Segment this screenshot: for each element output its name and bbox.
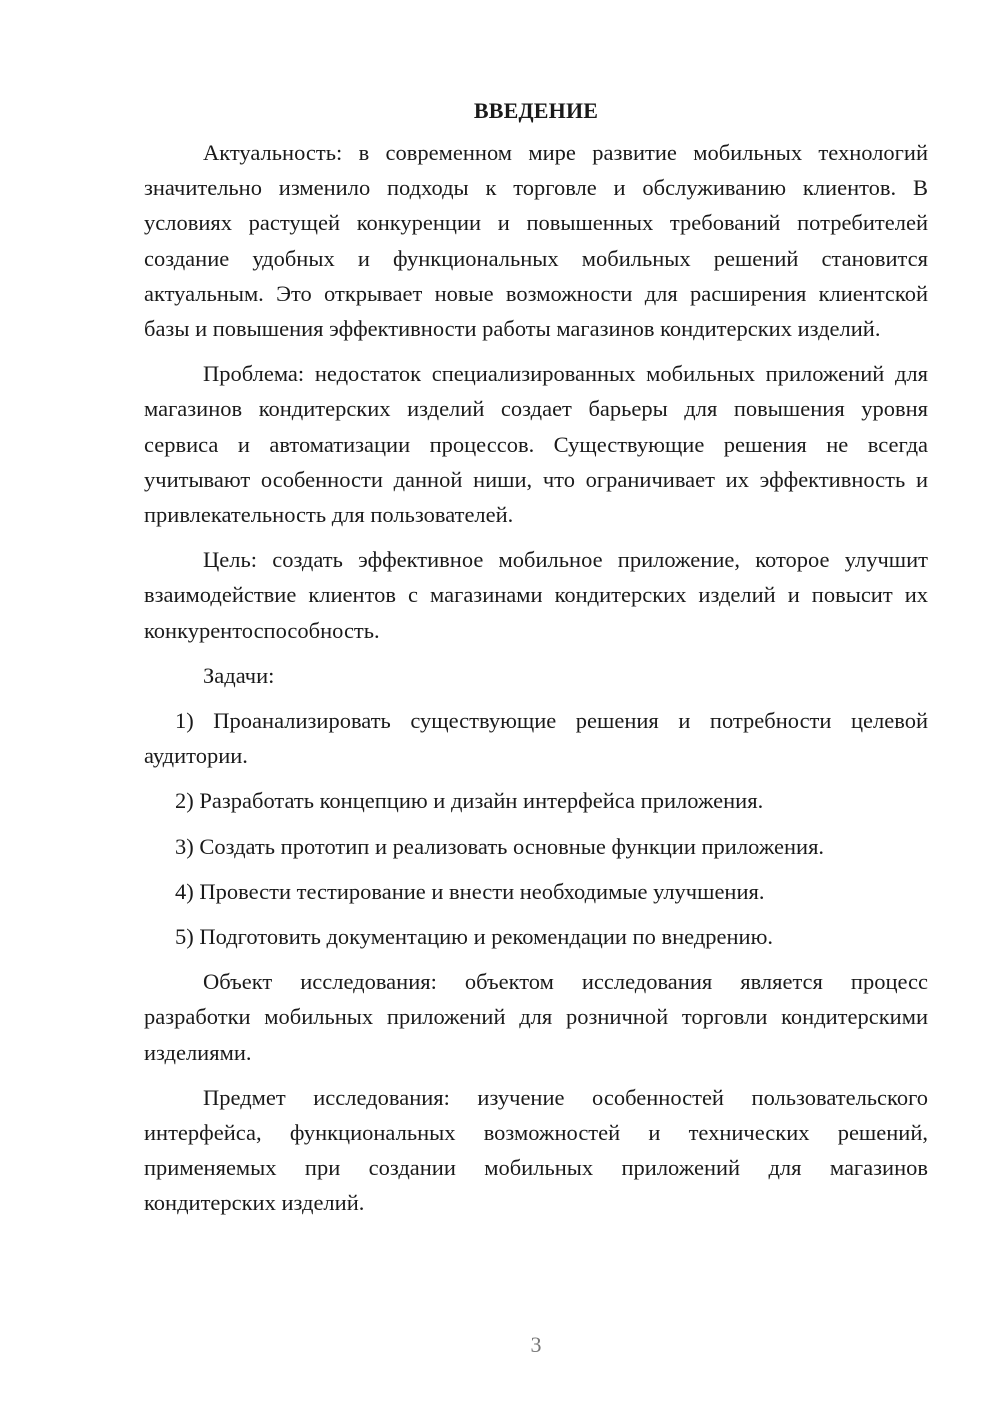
page-title: ВВЕДЕНИЕ	[473, 98, 599, 123]
object-paragraph: Объект исследования: объектом исследования является процесс разработки мобильных приложений для розничной торговли кондитерскими изделиями.	[144, 969, 928, 1065]
list-item: 2) Разработать концепцию и дизайн интерфейса приложения.	[175, 788, 764, 814]
list-item: 1) Проанализировать существующие решения и потребности целевой аудитории.	[144, 708, 928, 769]
goal-paragraph: Цель: создать эффективное мобильное приложение, которое улучшит взаимодействие клиентов с магазинами кондитерских изделий и повысит их конкурентоспособность.	[144, 547, 928, 643]
document-page	[144, 96, 928, 1231]
subject-paragraph: Предмет исследования: изучение особенностей пользовательского интерфейса, функциональных возможностей и технических решений, применяемых при создании мобильных приложений для магазинов кондитерских изделий.	[144, 1084, 928, 1216]
list-item: 5) Подготовить документацию и рекомендации по внедрению.	[175, 924, 774, 950]
tasks-list	[144, 703, 928, 954]
tasks-label: Задачи:	[203, 662, 275, 688]
list-item: 3) Создать прототип и реализовать основные функции приложения.	[175, 833, 825, 859]
page-number: 3	[530, 1332, 542, 1357]
list-item: 4) Провести тестирование и внести необходимые улучшения.	[175, 878, 765, 904]
problem-paragraph: Проблема: недостаток специализированных мобильных приложений для магазинов кондитерских изделий создает барьеры для повышения уровня сервиса и автоматизации процессов. Существующие решения не всегда учитывают особенности данной ниши, что ограничивает их эффективность и привлекательность для пользователей.	[144, 361, 928, 528]
relevance-paragraph: Актуальность: в современном мире развитие мобильных технологий значительно изменило подходы к торговле и обслуживанию клиентов. В условиях растущей конкуренции и повышенных требований потребителей создание удобных и функциональных мобильных решений становится актуальным. Это открывает новые возможности для расширения клиентской базы и повышения эффективности работы магазинов кондитерских изделий.	[144, 140, 928, 342]
